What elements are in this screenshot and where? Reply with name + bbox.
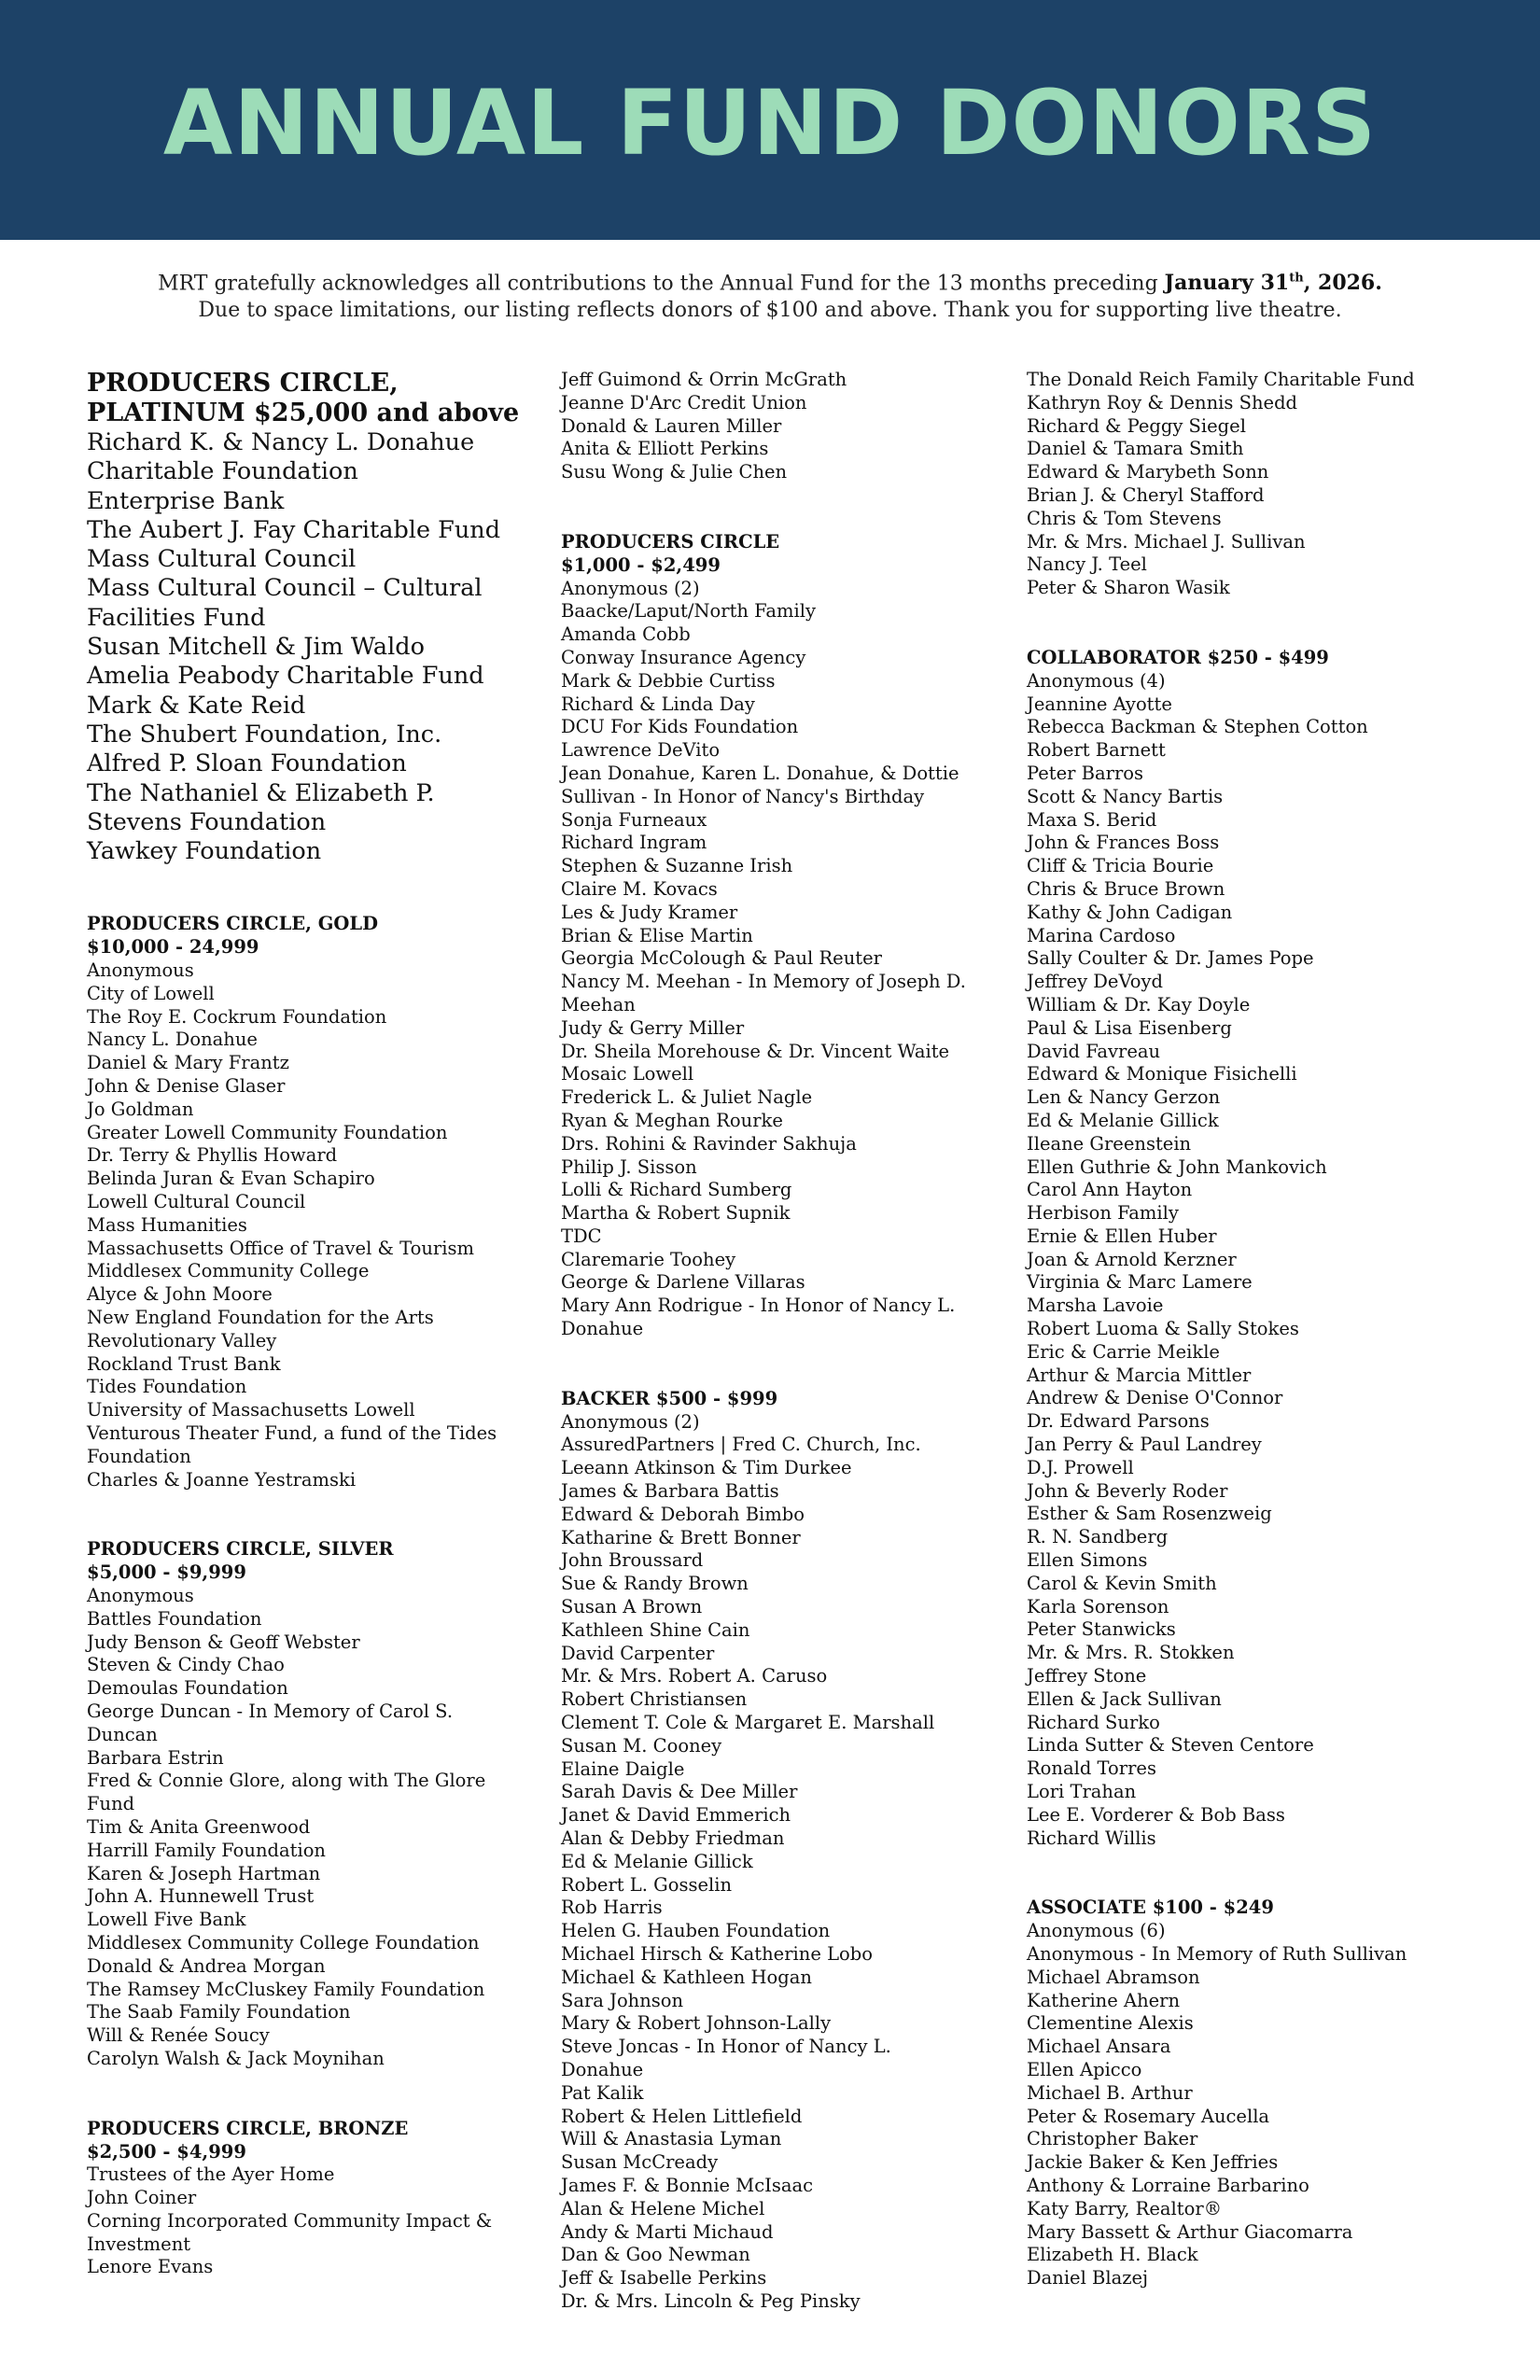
donor-name: The Roy E. Cockrum Foundation — [87, 1005, 387, 1028]
donor-name: Carol & Kevin Smith — [1027, 1572, 1217, 1594]
donor-name: Belinda Juran & Evan Schapiro — [87, 1168, 375, 1190]
spacer — [1027, 1850, 1456, 1897]
donor-name: David Carpenter — [561, 1642, 715, 1664]
donor-name: Sally Coulter & Dr. James Pope — [1027, 947, 1314, 970]
donor-name: Ronald Torres — [1027, 1757, 1156, 1780]
donor-list — [561, 369, 972, 484]
intro-date — [1165, 271, 1382, 295]
donor-name: Alan & Helene Michel — [561, 2197, 765, 2219]
donor-name: Anonymous (6) — [1027, 1920, 1166, 1942]
donor-name: Edward & Marybeth Sonn — [1027, 461, 1269, 483]
donor-name: Katherine Ahern — [1027, 1989, 1181, 2011]
donor-name: Brian J. & Cheryl Stafford — [1027, 483, 1265, 506]
donor-name: Baacke/Laput/North Family — [561, 600, 816, 623]
section-title: PRODUCERS CIRCLE, BRONZE $2,500 - $4,999 — [87, 2117, 409, 2163]
donor-name: Susan A Brown — [561, 1596, 703, 1618]
donor-name: Maxa S. Berid — [1027, 808, 1157, 831]
section-platinum — [87, 369, 525, 866]
donor-name: Barbara Estrin — [87, 1746, 224, 1769]
donor-name: Jan Perry & Paul Landrey — [1027, 1434, 1262, 1456]
donor-name: Trustees of the Ayer Home — [87, 2163, 335, 2186]
donor-name: David Favreau — [1027, 1040, 1161, 1062]
donor-name: John Broussard — [561, 1549, 704, 1572]
donor-name: Martha & Robert Supnik — [561, 1202, 791, 1225]
donor-name: John & Beverly Roder — [1027, 1479, 1228, 1502]
donor-name: Battles Foundation — [87, 1607, 262, 1630]
donor-name: Judy Benson & Geoff Webster — [87, 1631, 360, 1653]
donor-name: John & Denise Glaser — [87, 1075, 286, 1098]
donor-name: Robert Barnett — [1027, 739, 1166, 762]
donor-name: Mass Cultural Council – Cultural Facilities Fund — [87, 574, 483, 632]
donor-name: Anonymous - In Memory of Ruth Sullivan — [1027, 1943, 1407, 1965]
section-silver — [87, 1538, 525, 2070]
donor-name: Chris & Tom Stevens — [1027, 507, 1222, 529]
donor-name: Will & Anastasia Lyman — [561, 2128, 782, 2150]
donor-name: Susan M. Cooney — [561, 1734, 722, 1757]
intro-line-2: Due to space limitations, our listing reflects donors of $100 and above. Thank you for supporting live theatre. — [198, 299, 1342, 323]
donor-name: Lowell Five Bank — [87, 1909, 246, 1931]
section-title: PRODUCERS CIRCLE, GOLD $10,000 - 24,999 — [87, 913, 379, 959]
donor-name: Fred & Connie Glore, along with The Glore Fund — [87, 1770, 486, 1815]
donor-name: Claire M. Kovacs — [561, 877, 718, 900]
donor-name: William & Dr. Kay Doyle — [1027, 993, 1251, 1015]
donor-name: Robert Christiansen — [561, 1688, 748, 1711]
donor-name: Anonymous (4) — [1027, 669, 1166, 692]
intro-line-1 — [0, 265, 1540, 297]
donor-name: Christopher Baker — [1027, 2128, 1198, 2150]
donor-name: DCU For Kids Foundation — [561, 716, 799, 738]
donor-name: Scott & Nancy Bartis — [1027, 785, 1224, 807]
donor-name: Peter Barros — [1027, 762, 1144, 784]
donor-name: John A. Hunnewell Trust — [87, 1885, 315, 1908]
donor-name: Jeffrey DeVoyd — [1027, 971, 1163, 993]
donor-name: Dr. Terry & Phyllis Howard — [87, 1144, 338, 1167]
donor-name: Richard K. & Nancy L. Donahue Charitable Foundation — [87, 428, 475, 486]
donor-name: Middlesex Community College — [87, 1260, 370, 1282]
donor-name: Carol Ann Hayton — [1027, 1179, 1193, 1201]
donor-name: Dr. Sheila Morehouse & Dr. Vincent Waite — [561, 1040, 950, 1062]
donor-list — [561, 1411, 972, 2314]
donor-name: Susu Wong & Julie Chen — [561, 461, 788, 483]
donor-name: Will & Renée Soucy — [87, 2024, 270, 2047]
donor-name: R. N. Sandberg — [1027, 1526, 1169, 1548]
donor-name: Robert L. Gosselin — [561, 1873, 733, 1896]
donor-name: Georgia McColough & Paul Reuter — [561, 947, 882, 970]
donor-name: Janet & David Emmerich — [561, 1804, 791, 1827]
donor-name: Ed & Melanie Gillick — [561, 1850, 753, 1872]
donor-name: The Saab Family Foundation — [87, 2001, 351, 2023]
donor-name: Sonja Furneaux — [561, 808, 707, 831]
donor-name: Andy & Marti Michaud — [561, 2220, 774, 2243]
donor-name: Susan Mitchell & Jim Waldo — [87, 633, 425, 662]
donor-name: Jeff & Isabelle Perkins — [561, 2267, 767, 2289]
donor-name: Sue & Randy Brown — [561, 1573, 749, 1595]
donor-name: Jeffrey Stone — [1027, 1665, 1147, 1687]
donor-name: Kathryn Roy & Dennis Shedd — [1027, 391, 1298, 413]
donor-name: Ellen Apicco — [1027, 2058, 1142, 2080]
donor-name: Karla Sorenson — [1027, 1595, 1169, 1617]
donor-name: Amanda Cobb — [561, 623, 691, 646]
donor-name: Tim & Anita Greenwood — [87, 1815, 311, 1838]
intro-date-end: , 2026. — [1303, 271, 1382, 296]
donor-name: University of Massachusetts Lowell — [87, 1399, 415, 1421]
donor-name: Middlesex Community College Foundation — [87, 1931, 480, 1953]
donor-name: Robert & Helen Littlefield — [561, 2105, 803, 2127]
donor-name: Eric & Carrie Meikle — [1027, 1340, 1220, 1363]
donor-name: Enterprise Bank — [87, 486, 285, 515]
donor-name: Karen & Joseph Hartman — [87, 1862, 321, 1884]
donor-name: Rob Harris — [561, 1897, 663, 1919]
donor-name: Richard Surko — [1027, 1711, 1160, 1733]
section-bronze — [87, 2118, 525, 2280]
donor-name: Lawrence DeVito — [561, 739, 721, 762]
donor-name: Herbison Family — [1027, 1202, 1179, 1225]
donor-name: Conway Insurance Agency — [561, 646, 806, 668]
donor-name: Sarah Davis & Dee Miller — [561, 1781, 798, 1803]
column-2 — [561, 369, 972, 2314]
donor-name: Elizabeth H. Black — [1027, 2244, 1198, 2266]
donor-name: Paul & Lisa Eisenberg — [1027, 1016, 1232, 1039]
donor-name: John & Frances Boss — [1027, 832, 1220, 854]
donor-name: Dr. & Mrs. Lincoln & Peg Pinsky — [561, 2289, 861, 2312]
donor-list — [87, 1585, 525, 2071]
donor-name: Pat Kalik — [561, 2081, 644, 2104]
donor-name: Ed & Melanie Gillick — [1027, 1109, 1219, 1131]
donor-name: Mr. & Mrs. Michael J. Sullivan — [1027, 530, 1306, 553]
donor-name: Rebecca Backman & Stephen Cotton — [1027, 716, 1368, 738]
donor-name: Robert Luoma & Sally Stokes — [1027, 1318, 1299, 1340]
spacer — [87, 2071, 525, 2118]
donor-name: New England Foundation for the Arts — [87, 1307, 434, 1328]
donor-name: Joan & Arnold Kerzner — [1027, 1248, 1237, 1270]
donor-name: Helen G. Hauben Foundation — [561, 1920, 831, 1942]
donor-name: Anonymous — [87, 959, 194, 982]
column-1 — [87, 369, 525, 2279]
donor-name: Alan & Debby Friedman — [561, 1827, 785, 1850]
donor-name: Virginia & Marc Lamere — [1027, 1271, 1253, 1294]
donor-name: Edward & Deborah Bimbo — [561, 1503, 805, 1525]
donor-name: Harrill Family Foundation — [87, 1839, 326, 1861]
section-title: ASSOCIATE $100 - $249 — [1027, 1897, 1274, 1919]
donor-name: Katharine & Brett Bonner — [561, 1526, 801, 1548]
donor-name: Mark & Kate Reid — [87, 691, 306, 720]
donor-list — [1027, 670, 1456, 1851]
donor-name: George & Darlene Villaras — [561, 1271, 805, 1294]
spacer — [87, 866, 525, 913]
donor-name: Rockland Trust Bank — [87, 1352, 281, 1375]
donor-name: Mosaic Lowell — [561, 1063, 694, 1085]
donor-name: Cliff & Tricia Bourie — [1027, 855, 1214, 877]
donor-name: City of Lowell — [87, 982, 215, 1004]
donor-name: Yawkey Foundation — [87, 837, 322, 866]
donor-name: Les & Judy Kramer — [561, 901, 738, 923]
donor-name: Anonymous (2) — [561, 1410, 700, 1433]
donor-name: George Duncan - In Memory of Carol S. Duncan — [87, 1700, 454, 1745]
donor-name: Peter Stanwicks — [1027, 1618, 1176, 1641]
donor-name: Philip J. Sisson — [561, 1155, 697, 1178]
donor-name: Richard & Peggy Siegel — [1027, 414, 1246, 437]
donor-name: Edward & Monique Fisichelli — [1027, 1063, 1297, 1085]
donor-name: Leeann Atkinson & Tim Durkee — [561, 1457, 852, 1479]
donor-name: Nancy M. Meehan - In Memory of Joseph D. Meehan — [561, 971, 966, 1015]
donor-name: Jo Goldman — [87, 1098, 194, 1120]
donor-name: Claremarie Toohey — [561, 1248, 736, 1270]
donor-name: D.J. Prowell — [1027, 1456, 1134, 1478]
donor-name: Peter & Rosemary Aucella — [1027, 2105, 1270, 2127]
donor-name: Jeannine Ayotte — [1027, 693, 1172, 715]
section-title: PRODUCERS CIRCLE $1,000 - $2,499 — [561, 530, 780, 576]
donor-name: Carolyn Walsh & Jack Moynihan — [87, 2047, 385, 2069]
donor-name: Jeanne D'Arc Credit Union — [561, 391, 807, 413]
donor-list — [87, 428, 525, 866]
donor-name: Anthony & Lorraine Barbarino — [1027, 2174, 1309, 2196]
donor-name: Mary & Robert Johnson-Lally — [561, 2012, 832, 2035]
donor-name: Ryan & Meghan Rourke — [561, 1109, 783, 1131]
donor-name: TDC — [561, 1225, 602, 1247]
spacer — [561, 484, 972, 531]
donor-name: Lori Trahan — [1027, 1781, 1137, 1803]
donor-name: Len & Nancy Gerzon — [1027, 1086, 1221, 1109]
column-3 — [1027, 369, 1456, 2290]
donor-name: Lee E. Vorderer & Bob Bass — [1027, 1803, 1285, 1826]
donor-name: Richard & Linda Day — [561, 693, 755, 715]
donor-list — [1027, 369, 1456, 600]
donor-name: Elaine Daigle — [561, 1757, 685, 1780]
donor-name: The Aubert J. Fay Charitable Fund — [87, 515, 501, 544]
donor-name: The Ramsey McCluskey Family Foundation — [87, 1978, 485, 2000]
donor-name: Alfred P. Sloan Foundation — [87, 749, 407, 778]
section-associate — [1027, 1897, 1456, 2290]
donor-list — [87, 959, 525, 1491]
donor-name: Mr. & Mrs. R. Stokken — [1027, 1642, 1235, 1664]
donor-name: Venturous Theater Fund, a fund of the Tides Foundation — [87, 1421, 497, 1467]
donor-name: Andrew & Denise O'Connor — [1027, 1387, 1283, 1409]
donor-name: Marina Cardoso — [1027, 924, 1176, 946]
donor-name: James F. & Bonnie McIsaac — [561, 2174, 814, 2196]
donor-name: Donald & Lauren Miller — [561, 414, 782, 437]
intro-line-1-text: MRT gratefully acknowledges all contributions to the Annual Fund for the 13 months preceding — [158, 272, 1165, 296]
donor-name: The Nathaniel & Elizabeth P. Stevens Foundation — [87, 778, 435, 836]
section-title: BACKER $500 - $999 — [561, 1387, 778, 1409]
donor-name: Stephen & Suzanne Irish — [561, 855, 793, 877]
donor-name: Nancy L. Donahue — [87, 1029, 258, 1051]
section-producers — [561, 531, 972, 1341]
intro-text — [0, 265, 1540, 324]
section-title: COLLABORATOR $250 - $499 — [1027, 646, 1329, 668]
intro-date-main: January 31 — [1164, 271, 1290, 296]
donor-name: Mr. & Mrs. Robert A. Caruso — [561, 1665, 828, 1687]
donor-name: Jackie Baker & Ken Jeffries — [1027, 2151, 1279, 2174]
donor-name: Michael Ansara — [1027, 2036, 1171, 2058]
donor-name: Peter & Sharon Wasik — [1027, 577, 1230, 599]
donor-name: Nancy J. Teel — [1027, 553, 1147, 576]
donor-name: Lowell Cultural Council — [87, 1191, 306, 1213]
title-banner — [0, 0, 1540, 240]
donor-list — [561, 578, 972, 1341]
section-backer — [561, 1388, 972, 2314]
donor-name: Mary Ann Rodrigue - In Honor of Nancy L. Donahue — [561, 1295, 956, 1340]
donor-name: Ellen Simons — [1027, 1549, 1148, 1572]
donor-name: Arthur & Marcia Mittler — [1027, 1364, 1252, 1386]
donor-name: Frederick L. & Juliet Nagle — [561, 1086, 813, 1109]
donor-name: Michael Abramson — [1027, 1966, 1200, 1988]
donor-name: Anonymous (2) — [561, 577, 700, 599]
donor-name: The Shubert Foundation, Inc. — [87, 720, 442, 749]
section-title: PRODUCERS CIRCLE, SILVER $5,000 - $9,999 — [87, 1538, 394, 1584]
donor-name: Susan McCready — [561, 2151, 719, 2174]
donor-name: Massachusetts Office of Travel & Tourism — [87, 1237, 474, 1259]
section-gold — [87, 913, 525, 1491]
donor-name: Amelia Peabody Charitable Fund — [87, 662, 484, 691]
donor-name: Daniel Blazej — [1027, 2267, 1149, 2289]
donor-name: Demoulas Foundation — [87, 1677, 288, 1700]
section-title: PRODUCERS CIRCLE, PLATINUM $25,000 and above — [87, 369, 520, 427]
donor-name: Daniel & Tamara Smith — [1027, 438, 1244, 460]
donor-name: Drs. Rohini & Ravinder Sakhuja — [561, 1132, 857, 1155]
section-collaborator — [1027, 647, 1456, 1850]
donor-name: Michael Hirsch & Katherine Lobo — [561, 1943, 873, 1965]
donor-name: Lolli & Richard Sumberg — [561, 1179, 792, 1201]
donor-name: Ellen Guthrie & John Mankovich — [1027, 1155, 1327, 1178]
donor-list — [87, 2163, 525, 2279]
donor-name: Richard Willis — [1027, 1827, 1156, 1849]
donor-name: Dr. Edward Parsons — [1027, 1410, 1210, 1433]
donor-name: Mass Humanities — [87, 1213, 247, 1236]
donor-name: Linda Sutter & Steven Centore — [1027, 1734, 1314, 1757]
donor-name: Jean Donahue, Karen L. Donahue, & Dottie Sullivan - In Honor of Nancy's Birthday — [561, 762, 959, 807]
donor-name: The Donald Reich Family Charitable Fund — [1027, 369, 1415, 390]
donor-name: Richard Ingram — [561, 832, 707, 854]
donor-name: Marsha Lavoie — [1027, 1295, 1164, 1317]
spacer — [87, 1491, 525, 1538]
donor-name: Anita & Elliott Perkins — [561, 438, 769, 460]
donor-name: Revolutionary Valley — [87, 1329, 277, 1351]
donor-name: Alyce & John Moore — [87, 1283, 273, 1306]
donor-name: Donald & Andrea Morgan — [87, 1954, 326, 1977]
donor-name: Tides Foundation — [87, 1376, 247, 1398]
spacer — [561, 1341, 972, 1388]
donor-name: Clementine Alexis — [1027, 2012, 1194, 2035]
donor-list — [1027, 1920, 1456, 2290]
donor-name: John Coiner — [87, 2187, 197, 2209]
donor-name: Ileane Greenstein — [1027, 1132, 1192, 1155]
donor-name: Ernie & Ellen Huber — [1027, 1225, 1217, 1247]
donor-name: Anonymous — [87, 1584, 194, 1606]
donor-name: Ellen & Jack Sullivan — [1027, 1687, 1222, 1710]
intro-date-sup: th — [1289, 272, 1304, 286]
donor-name: Daniel & Mary Frantz — [87, 1052, 289, 1074]
donor-name: Michael & Kathleen Hogan — [561, 1966, 812, 1988]
donor-name: Steve Joncas - In Honor of Nancy L. Donahue — [561, 2036, 891, 2080]
donor-name: Greater Lowell Community Foundation — [87, 1121, 448, 1143]
donor-name: Clement T. Cole & Margaret E. Marshall — [561, 1712, 935, 1734]
donor-name: Kathy & John Cadigan — [1027, 901, 1233, 923]
donor-name: Charles & Joanne Yestramski — [87, 1468, 357, 1491]
spacer — [1027, 600, 1456, 647]
donor-name: Michael B. Arthur — [1027, 2081, 1193, 2104]
donor-name: Brian & Elise Martin — [561, 924, 753, 946]
donor-name: Chris & Bruce Brown — [1027, 877, 1225, 900]
page-title: ANNUAL FUND DONORS — [162, 71, 1378, 175]
donor-name: Jeff Guimond & Orrin McGrath — [561, 369, 847, 390]
donor-name: AssuredPartners | Fred C. Church, Inc. — [561, 1434, 921, 1456]
donor-name: Lenore Evans — [87, 2256, 214, 2278]
donor-name: Esther & Sam Rosenzweig — [1027, 1503, 1272, 1525]
donor-name: Katy Barry, Realtor® — [1027, 2197, 1223, 2219]
donor-name: Corning Incorporated Community Impact & Investment — [87, 2209, 493, 2255]
donor-name: Sara Johnson — [561, 1989, 684, 2011]
donor-name: Judy & Gerry Miller — [561, 1016, 745, 1039]
section-continued — [1027, 369, 1456, 600]
donor-name: Steven & Cindy Chao — [87, 1654, 285, 1676]
donor-name: Mass Cultural Council — [87, 545, 357, 574]
donor-name: Mary Bassett & Arthur Giacomarra — [1027, 2220, 1353, 2243]
donor-name: James & Barbara Battis — [561, 1480, 779, 1503]
donor-name: Kathleen Shine Cain — [561, 1618, 750, 1641]
donor-name: Mark & Debbie Curtiss — [561, 669, 776, 692]
donor-name: Dan & Goo Newman — [561, 2244, 750, 2266]
section-continued — [561, 369, 972, 484]
